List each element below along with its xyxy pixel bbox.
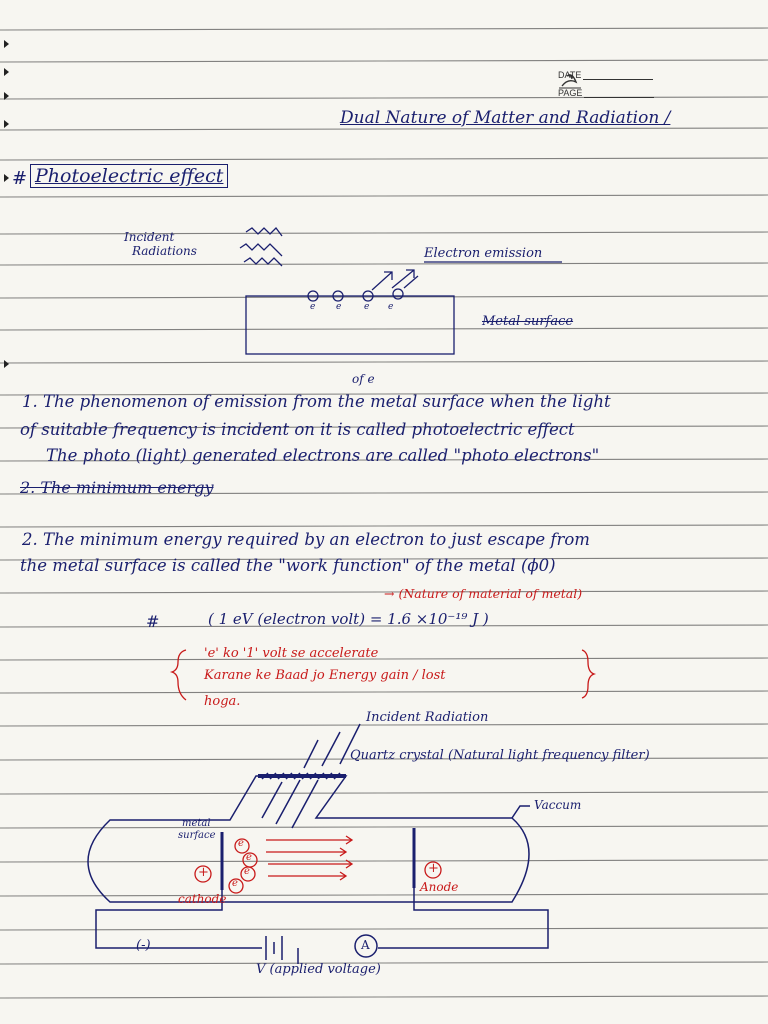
electron-emission-label: Electron emission	[424, 246, 543, 261]
point-1-line-3: The photo (light) generated electrons are called "photo electrons"	[46, 446, 600, 465]
note-line-3: hoga.	[204, 694, 241, 709]
date-label: DATE	[558, 70, 582, 80]
vacuum-label: Vaccum	[534, 798, 582, 812]
cathode-plus-sign: +	[198, 865, 209, 880]
ev-formula: ( 1 eV (electron volt) = 1.6 ×10⁻¹⁹ J )	[208, 610, 489, 628]
note-line-2: Karane ke Baad jo Energy gain / lost	[204, 668, 446, 683]
ev-marker: #	[146, 612, 160, 631]
inserted-text: of e	[352, 372, 375, 386]
metal-surface-label-2: surface	[178, 830, 216, 841]
battery	[266, 936, 282, 960]
photoelectron-sign-2: e	[246, 852, 252, 863]
anode-label: Anode	[420, 880, 459, 894]
ammeter-label: A	[361, 938, 370, 952]
electron-sign-2: e	[336, 302, 342, 312]
point-2-line-2: the metal surface is called the "work function" of the metal (ϕ0)	[20, 556, 556, 575]
metal-surface-label-1: metal	[182, 818, 211, 829]
struck-line: 2. The minimum energy	[20, 478, 214, 497]
point-1-line-2: of suitable frequency is incident on it is called photoelectric effect	[20, 420, 575, 439]
photoelectron-sign-1: e	[238, 838, 244, 849]
heading-marker: #	[12, 168, 28, 189]
electron-sign-3: e	[364, 302, 370, 312]
cathode-label: cathode	[178, 892, 227, 906]
flow-arrow-1	[266, 836, 352, 844]
section-heading: Photoelectric effect	[30, 164, 228, 188]
applied-voltage-label: V (applied voltage)	[256, 962, 381, 977]
flow-arrow-2	[266, 848, 346, 856]
anode-plus-sign: +	[428, 861, 439, 876]
metal-surface-label: Metal surface	[482, 314, 574, 329]
incident-label-2: Radiations	[132, 244, 197, 258]
tube-outline	[88, 776, 529, 902]
incident-arrow-6	[262, 782, 282, 818]
nature-note: → (Nature of material of metal)	[384, 586, 583, 601]
page-title: Dual Nature of Matter and Radiation /	[340, 108, 671, 128]
page-label: PAGE	[558, 88, 583, 98]
point-1-line-1: 1. The phenomenon of emission from the metal surface when the light	[22, 392, 611, 411]
incident-label-1: Incident	[124, 230, 175, 244]
incident-arrow-3	[304, 740, 318, 768]
battery-minus-label: (-)	[136, 938, 151, 953]
point-2-line-1: 2. The minimum energy required by an electron to just escape from	[22, 530, 590, 549]
photoelectron-sign-3: e	[244, 866, 250, 877]
flow-arrow-3	[268, 860, 352, 868]
anode-wire	[378, 888, 548, 948]
flow-arrow-4	[268, 872, 346, 880]
electron-sign-4: e	[388, 302, 394, 312]
electron-sign-1: e	[310, 302, 316, 312]
vacuum-pointer	[512, 806, 530, 818]
photoelectron-sign-4: e	[232, 878, 238, 889]
quartz-crystal-label: Quartz crystal (Natural light frequency filter)	[350, 748, 650, 763]
note-line-1: 'e' ko '1' volt se accelerate	[204, 646, 379, 661]
incident-radiation-label: Incident Radiation	[366, 710, 489, 725]
incident-arrow-2	[322, 732, 340, 766]
